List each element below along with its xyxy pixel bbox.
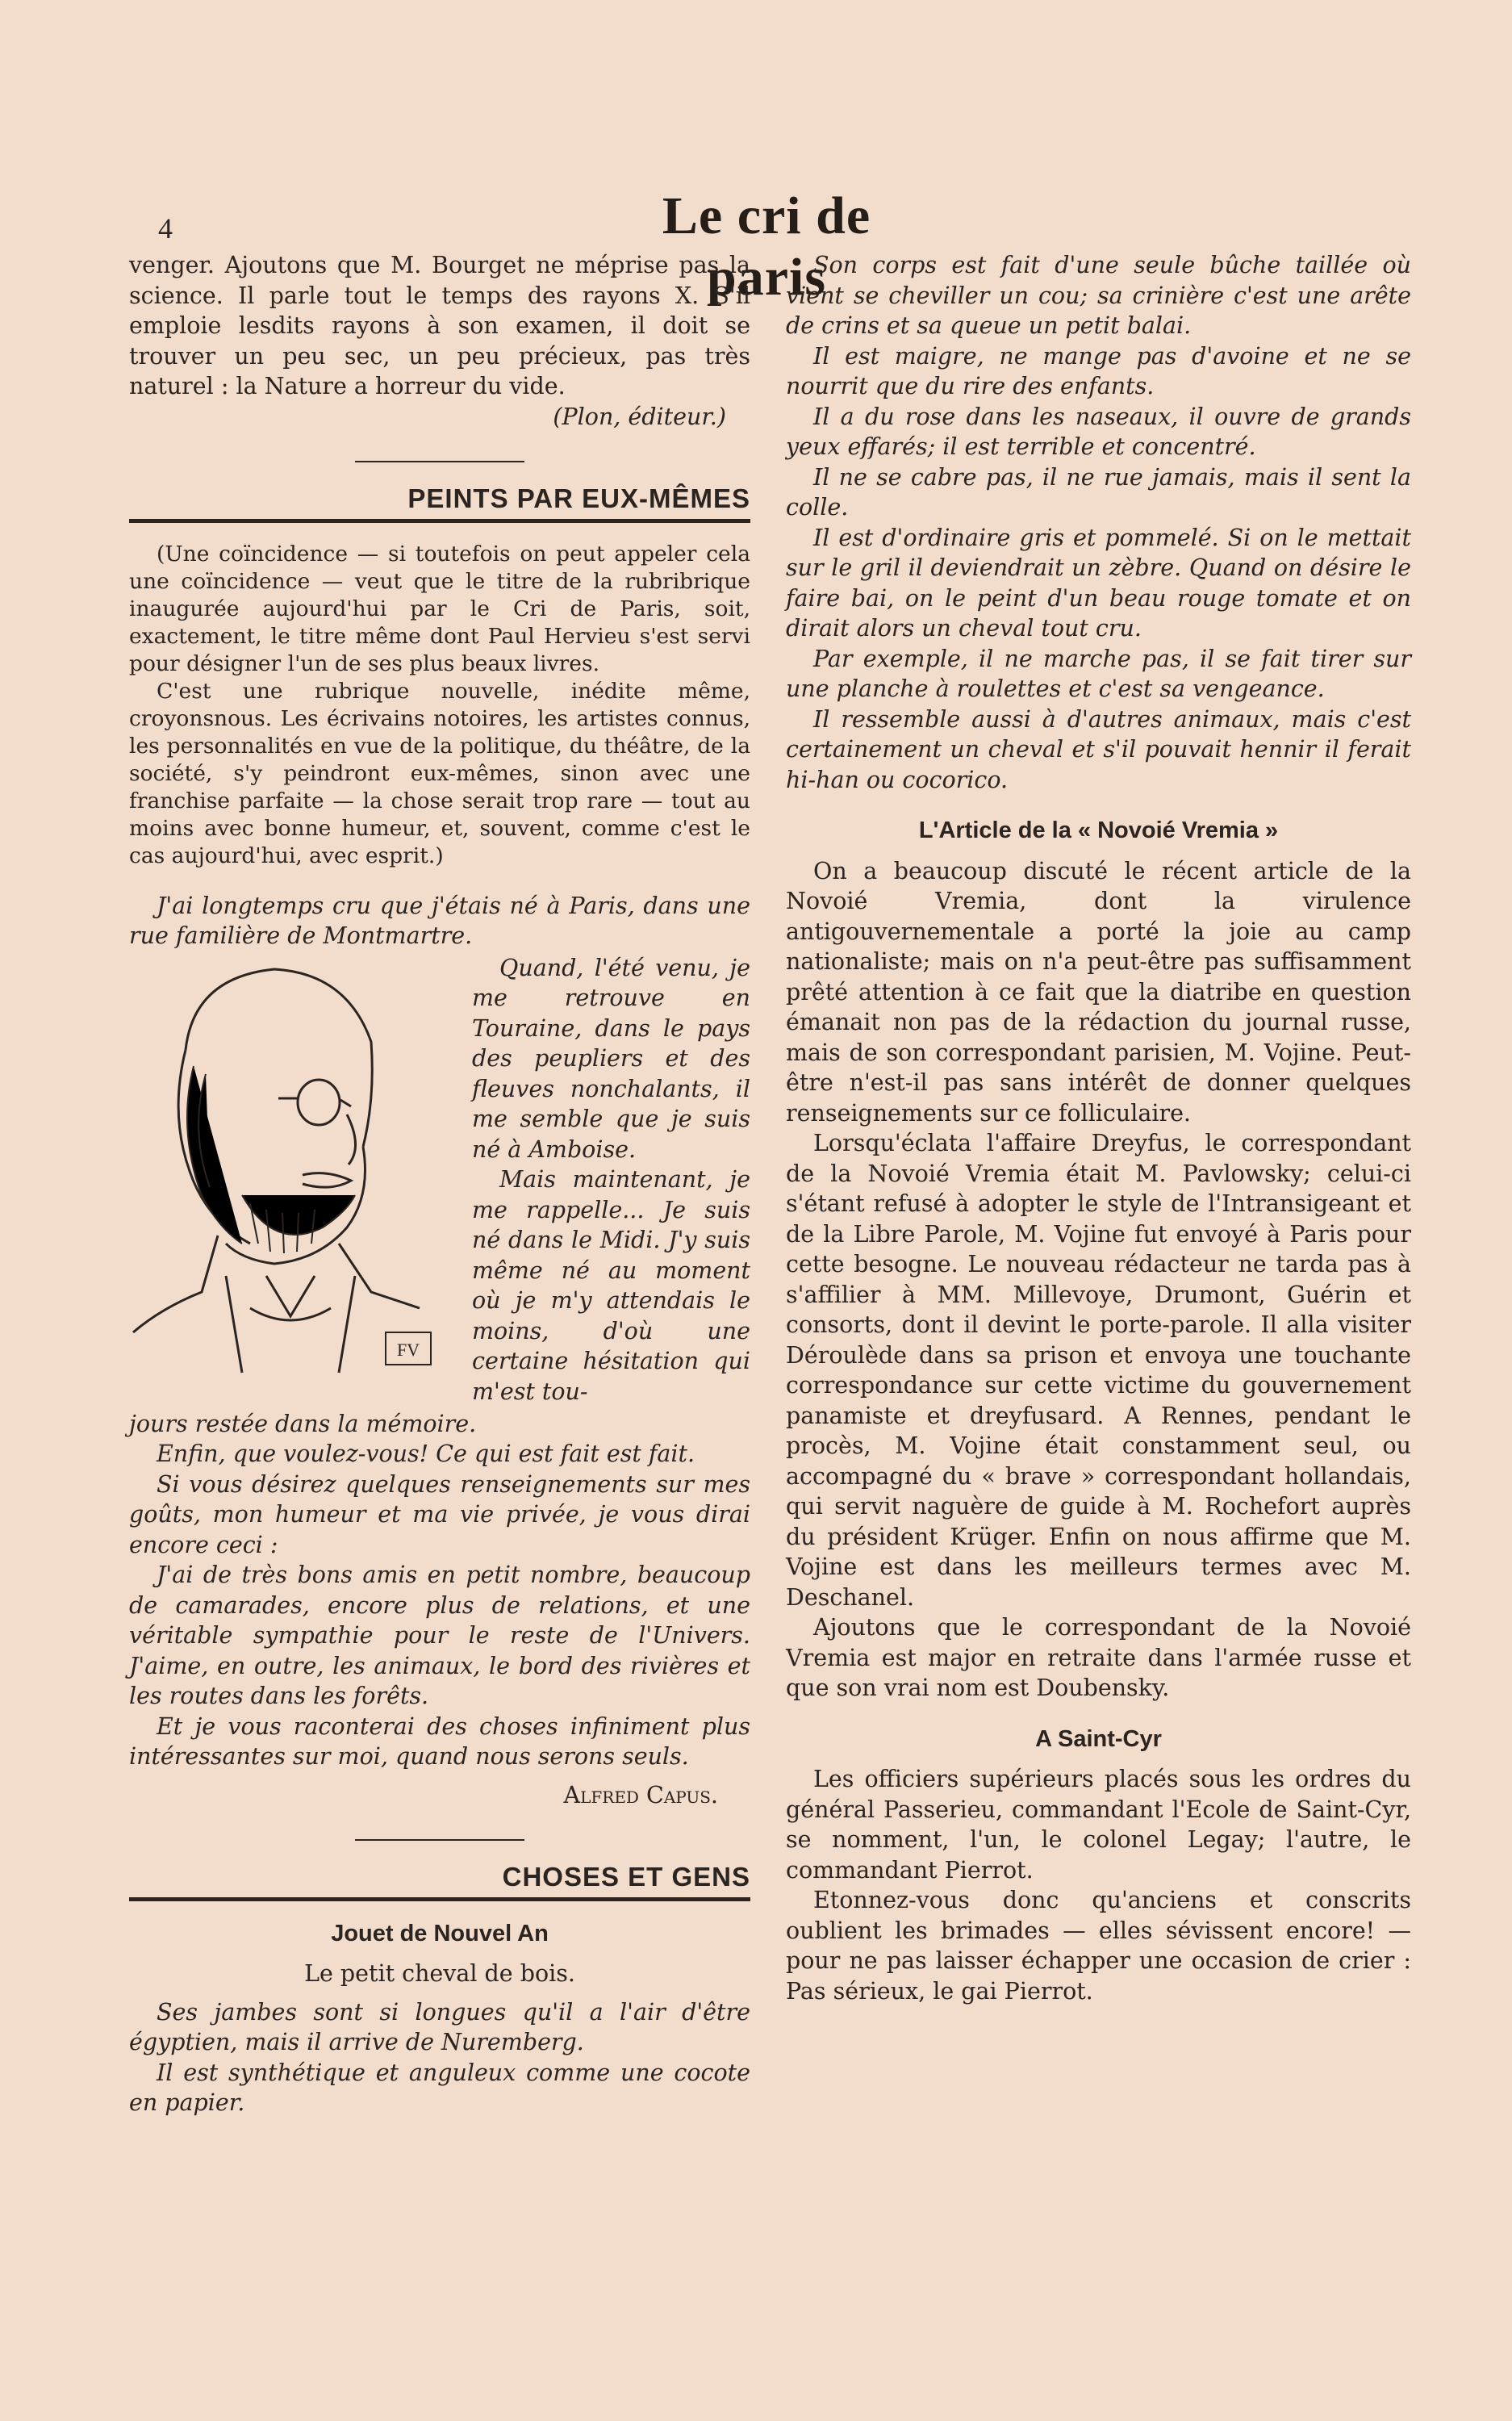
divider — [355, 461, 524, 462]
cheval-paragraph: Son corps est fait d'une seule bûche taillée où vient se cheviller un cou; sa crinière c'est une arête de crins et sa queue un petit balai. — [786, 252, 1411, 339]
divider — [355, 1839, 524, 1841]
capus-paragraph: Et je vous raconterai des choses infiniment plus intéressantes sur moi, quand nous serons seuls. — [129, 1712, 750, 1770]
capus-paragraph: Si vous désirez quelques renseignements sur mes goûts, mon humeur et ma vie privée, je vous dirai encore ceci : — [129, 1470, 750, 1558]
portrait-side-text — [472, 953, 750, 1407]
cheval-paragraph: Il a du rose dans les naseaux, il ouvre de grands yeux effarés; il est terrible et concentré. — [786, 403, 1411, 460]
novoie-paragraph: On a beaucoup discuté le récent article de la Novoié Vremia, dont la virulence antigouvernementale a porté la joie au camp nationaliste; mais on n'a peut-être pas suffisamment prêté attention à ce fait que la diatribe en question émanait non pas de la rédaction du journal russe, mais de son correspondant parisien, M. Vojine. Peut-être n'est-il pas sans intérêt de donner quelques renseignements sur ce folliculaire. — [786, 857, 1411, 1127]
saintcyr-title: A Saint-Cyr — [1035, 1725, 1162, 1752]
jouet-subtitle: Le petit cheval de bois. — [304, 1960, 575, 1987]
cheval-paragraph: Il est d'ordinaire gris et pommelé. Si on le mettait sur le gril il deviendrait un zèbre. Quand on désire le faire bai, on le peint d'un beau rouge tomate et on dirait alors un cheval tout cru. — [786, 524, 1411, 642]
right-column — [786, 250, 1411, 2006]
intro-paragraph: C'est une rubrique nouvelle, inédite même, croyonsnous. Les écrivains notoires, les artistes connus, les personnalités en vue de la politique, du théâtre, de la société, s'y peindront eux-mêmes, sinon avec une franchise parfaite — la chose serait trop rare — tout au moins avec bonne humeur, et, souvent, comme c'est le cas aujourd'hui, avec esprit.) — [129, 678, 750, 868]
cheval-paragraph: Par exemple, il ne marche pas, il se fait tirer sur une planche à roulettes et c'est sa vengeance. — [786, 645, 1411, 702]
jouet-paragraph: Il est synthétique et anguleux comme une cocote en papier. — [129, 2059, 750, 2116]
novoie-title: L'Article de la « Novoié Vremia » — [918, 817, 1279, 843]
page-number: 4 — [158, 212, 173, 245]
masthead: Le cri de paris — [662, 186, 871, 307]
jouet-title: Jouet de Nouvel An — [331, 1920, 549, 1946]
portrait-block — [129, 953, 750, 1409]
capus-paragraph: Mais maintenant, je me rappelle... Je suis né dans le Midi. J'y suis même né au moment où je m'y attendais le moins, d'où une certaine hésitation qui m'est tou- — [472, 1166, 750, 1405]
capus-paragraph: J'ai de très bons amis en petit nombre, beaucoup de camarades, encore plus de relations, et une véritable sympathie pour le reste de l'Univers. J'aime, en outre, les animaux, le bord des rivières et les routes dans les forêts. — [129, 1562, 750, 1709]
saintcyr-paragraph: Etonnez-vous donc qu'anciens et conscrits oublient les brimades — elles sévissent encore! — pour ne pas laisser échapper une occasion de crier : Pas sérieux, le gai Pierrot. — [786, 1887, 1411, 2005]
novoie-paragraph: Ajoutons que le correspondant de la Novoié Vremia est major en retraite dans l'armée russe et que son vrai nom est Doubensky. — [786, 1614, 1411, 1701]
section-title-choses: CHOSES ET GENS — [129, 1862, 750, 1901]
capus-paragraph: jours restée dans la mémoire. — [129, 1410, 477, 1437]
portrait-illustration — [129, 953, 460, 1409]
capus-paragraph: Quand, l'été venu, je me retrouve en Touraine, dans le pays des peupliers et des fleuves nonchalants, il me semble que je suis né à Amboise. — [472, 954, 750, 1163]
capus-paragraph: Enfin, que voulez-vous! Ce qui est fait est fait. — [157, 1440, 695, 1467]
jouet-paragraph: Ses jambes sont si longues qu'il a l'air d'être égyptien, mais il arrive de Nuremberg. — [129, 1998, 750, 2055]
section-intro — [129, 541, 750, 870]
signature: Alfred Capus. — [563, 1781, 718, 1808]
section-title-peints: PEINTS PAR EUX-MÊMES — [129, 483, 750, 523]
capus-lead: J'ai longtemps cru que j'étais né à Paris, dans une rue familière de Montmartre. — [129, 892, 750, 949]
publisher-note: (Plon, éditeur.) — [553, 403, 726, 430]
monogram: FV — [396, 1339, 420, 1360]
saintcyr-paragraph: Les officiers supérieurs placés sous les ordres du général Passerieu, commandant l'Ecole de Saint-Cyr, se nomment, l'un, le colonel Legay; l'autre, le commandant Pierrot. — [786, 1766, 1411, 1884]
cheval-paragraph: Il est maigre, ne mange pas d'avoine et ne se nourrit que du rire des enfants. — [786, 342, 1411, 399]
cheval-paragraph: Il ressemble aussi à d'autres animaux, mais c'est certainement un cheval et s'il pouvait hennir il ferait hi-han ou cocorico. — [786, 705, 1411, 793]
left-column — [129, 250, 750, 2118]
intro-paragraph: (Une coïncidence — si toutefois on peut appeler cela une coïncidence — veut que le titre de la rubribrique inaugurée aujourd'hui par le Cri de Paris, soit, exactement, le titre même dont Paul Hervieu s'est servi pour désigner l'un de ses plus beaux livres. — [129, 541, 750, 676]
opening-paragraph: venger. Ajoutons que M. Bourget ne méprise pas la science. Il parle tout le temps des rayons X. S'il emploie lesdits rayons à son examen, il doit se trouver un peu sec, un peu précieux, pas très naturel : la Nature a horreur du vide. — [129, 252, 750, 399]
novoie-paragraph: Lorsqu'éclata l'affaire Dreyfus, le correspondant de la Novoié Vremia était M. Pavlowsky; celui-ci s'étant refusé à adopter le style de l'Intransigeant et de la Libre Parole, M. Vojine fut envoyé à Paris pour cette besogne. Le nouveau rédacteur ne tarda pas à s'affilier à MM. Millevoye, Drumont, Guérin et consorts, dont il devint le porte-parole. Il alla visiter Déroulède dans sa prison et envoya une touchante correspondance sur cette victime du gouvernement panamiste et dreyfusard. A Rennes, pendant le procès, M. Vojine était constamment seul, ou accompagné du « brave » correspondant hollandais, qui servit naguère de guide à M. Rochefort auprès du président Krüger. Enfin on nous affirme que M. Vojine est dans les meilleurs termes avec M. Deschanel. — [786, 1130, 1411, 1611]
cheval-paragraph: Il ne se cabre pas, il ne rue jamais, mais il sent la colle. — [786, 463, 1411, 521]
